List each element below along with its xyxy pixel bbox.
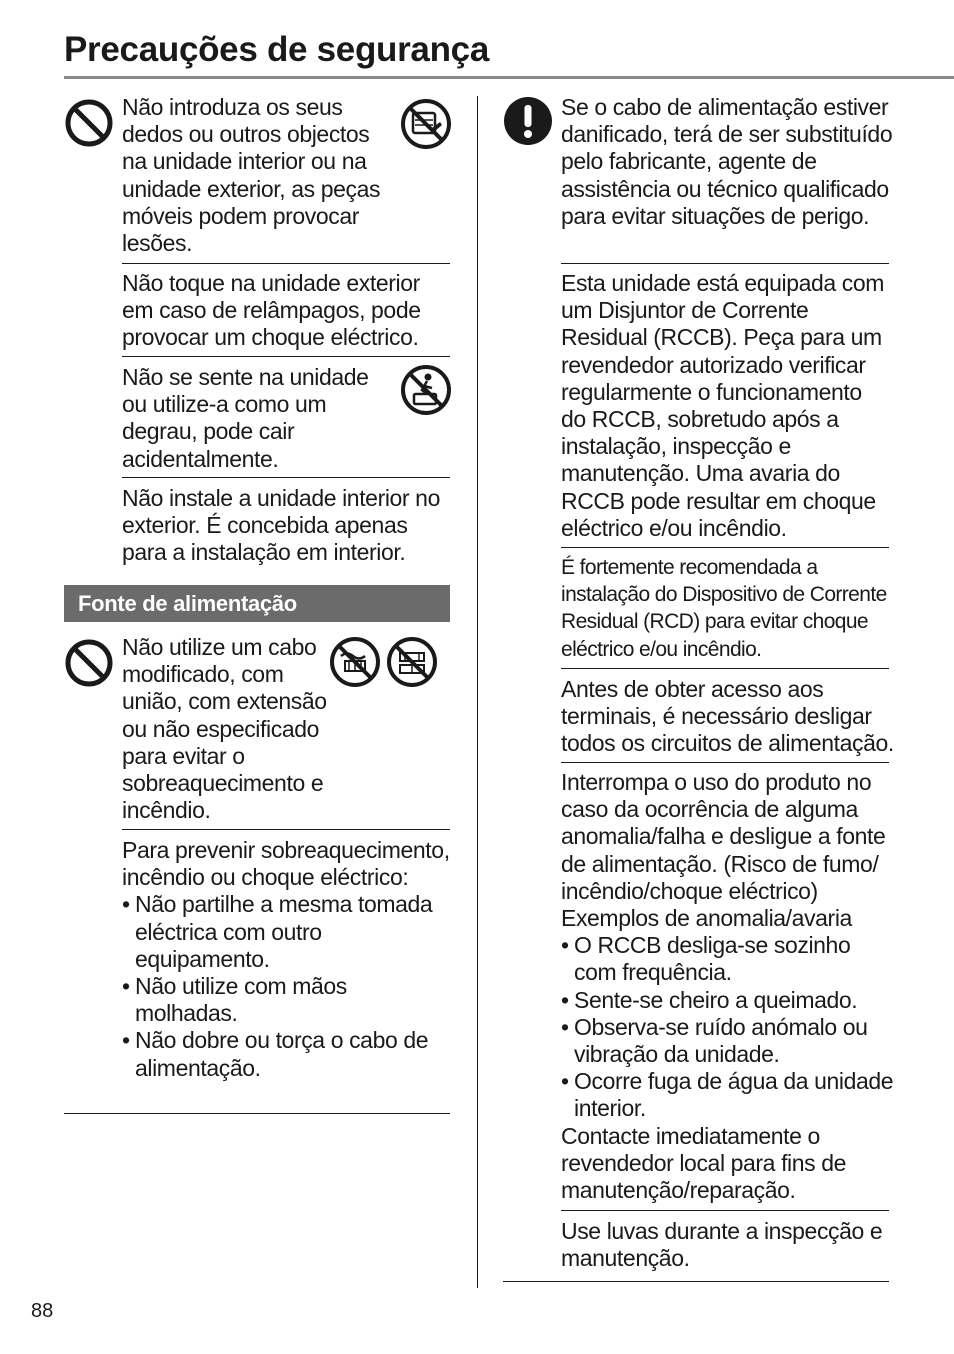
divider [122, 263, 450, 264]
warning-text: Não toque na unidade exterior em caso de relâmpagos, pode provocar um choque eléctrico. [122, 270, 421, 351]
mandatory-icon [503, 96, 553, 146]
examples-heading: Exemplos de anomalia/avaria [561, 905, 852, 932]
warning-terminals [561, 676, 896, 758]
warning-damaged-cable [561, 94, 896, 230]
prohibited-icon [64, 98, 114, 148]
divider [122, 477, 450, 478]
warning-text: Se o cabo de alimentação estiver danificado, terá de ser substituído pelo fabricante, agente de assistência ou técnico qualificado para evitar situações de perigo. [561, 94, 893, 229]
title-rule [64, 76, 954, 79]
no-step-icon [400, 364, 452, 416]
list-item: • Não partilhe a mesma tomada eléctrica com outro equipamento. [122, 891, 450, 973]
warning-text: É fortemente recomendada a instalação do Dispositivo de Corrente Residual (RCD) para evitar choque eléctrico e/ou incêndio. [561, 556, 887, 661]
page-title: Precauções de segurança [64, 30, 489, 69]
divider [561, 547, 889, 548]
warning-fingers [122, 94, 392, 257]
divider [122, 829, 450, 830]
warning-gloves [561, 1218, 896, 1272]
page-number: 88 [31, 1300, 54, 1322]
no-fingers-icon [400, 98, 452, 150]
warning-text: Não utilize um cabo modificado, com união, com extensão ou não especificado para evitar o sobreaquecimento e incêndio. [122, 634, 327, 824]
divider [561, 668, 889, 669]
list-item: • Não utilize com mãos molhadas. [122, 973, 450, 1027]
list-item: • Não dobre ou torça o cabo de alimentação. [122, 1027, 450, 1081]
warning-rcd [561, 554, 896, 663]
warning-text: Esta unidade está equipada com um Disjuntor de Corrente Residual (RCCB). Peça para um revendedor autorizado verificar regularmente o funcionamento do RCCB, sobretudo após a instalação, inspecção e manutenção. Uma avaria do RCCB pode resultar em choque eléctrico e/ou incêndio. [561, 270, 885, 541]
section-header: Fonte de alimentação [64, 585, 450, 622]
prohibited-icon [64, 638, 114, 688]
warning-malfunction [561, 769, 896, 1204]
warning-text: Não instale a unidade interior no exterior. É concebida apenas para a instalação em interior. [122, 485, 440, 566]
bullet-list [561, 932, 896, 1122]
no-extension-cable-icon [386, 636, 438, 688]
no-modified-cable-icon [329, 636, 381, 688]
warning-text: Interrompa o uso do produto no caso da ocorrência de alguma anomalia/falha e desligue a fonte de alimentação. (Risco de fumo/ incêndio/choque eléctrico) [561, 769, 886, 904]
warning-text: Não introduza os seus dedos ou outros objectos na unidade interior ou na unidade exterior, as peças móveis podem provocar lesões. [122, 94, 381, 257]
list-item: • O RCCB desliga-se sozinho com frequência. [561, 932, 896, 986]
warning-lightning [122, 270, 450, 352]
warning-text: Para prevenir sobreaquecimento, incêndio ou choque eléctrico: [122, 837, 450, 891]
divider [561, 1210, 889, 1211]
divider [122, 356, 450, 357]
warning-indoor-only [122, 485, 450, 567]
warning-text: Use luvas durante a inspecção e manutenção. [561, 1218, 883, 1272]
warning-text: Contacte imediatamente o revendedor local para fins de manutenção/reparação. [561, 1122, 847, 1204]
bullet-list [122, 891, 450, 1081]
warning-cable [122, 634, 332, 824]
warning-text: Não se sente na unidade ou utilize-a como um degrau, pode cair acidentalmente. [122, 364, 369, 472]
warning-no-sitting [122, 364, 392, 473]
list-item: • Ocorre fuga de água da unidade interior. [561, 1068, 896, 1122]
divider [64, 1113, 450, 1114]
divider [561, 263, 889, 264]
list-item: • Sente-se cheiro a queimado. [561, 987, 896, 1014]
warning-text: Antes de obter acesso aos terminais, é necessário desligar todos os circuitos de alimentação. [561, 676, 894, 757]
warning-rccb [561, 270, 891, 542]
divider [503, 1281, 889, 1282]
list-item: • Observa-se ruído anómalo ou vibração da unidade. [561, 1014, 896, 1068]
divider [561, 762, 889, 763]
column-divider [477, 96, 478, 1288]
warning-overheating [122, 837, 450, 1082]
